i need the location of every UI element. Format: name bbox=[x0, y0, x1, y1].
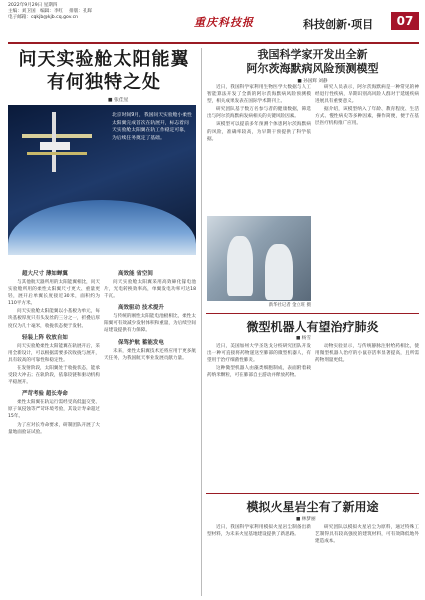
right2-headline: 微型机器人有望治疗肺炎 bbox=[246, 320, 379, 334]
left-subhead-4: 高效能 省空间 bbox=[118, 271, 153, 277]
right2-paragraph: 这种微型机器人由藻类细胞制成，表面附着载药纳米颗粒，可在肺部自主游动并释放药物。 bbox=[207, 366, 311, 379]
right1-paragraph: 研究人员表示，阿尔茨海默病是一种常见的神经退行性疾病，早期识别高风险人群对于延缓疾病进展具有重要意义。 bbox=[315, 85, 419, 105]
left-subhead-1: 超大尺寸 薄如蝉翼 bbox=[22, 271, 68, 277]
left-paragraph: 柔性太阳翼在轨运行需经受高低温交变、原子氧侵蚀等严苛环境考验，其设计寿命超过15年。 bbox=[8, 400, 100, 420]
right2-paragraph: 动物实验显示，与传统静脉注射给药相比，使用微型机器人治疗的小鼠存活率显著提高，且所需药物剂量更低。 bbox=[315, 344, 419, 364]
left-paragraph: 与传统的刚性太阳能电池板相比，柔性太阳翼可有效减少发射体积和重量，为后续空间站建设提供有力保障。 bbox=[104, 314, 196, 334]
right1-headline-line1: 我国科学家开发出全新 bbox=[257, 48, 368, 61]
header-divider bbox=[8, 42, 419, 44]
section-title: 科技创新·项目 bbox=[303, 18, 374, 31]
left-byline: ■ 张佳星 bbox=[108, 98, 129, 103]
right2-col1 bbox=[207, 343, 311, 415]
left-subhead-2: 轻装上阵 收放自如 bbox=[22, 334, 68, 341]
right3-byline: ■ 林梦丽 bbox=[296, 517, 316, 522]
lab-photo-caption: 新华社记者 金立旺 摄 bbox=[268, 303, 311, 308]
issue-date: 2022年9月29日 星期四 bbox=[8, 3, 58, 8]
right1-col2 bbox=[315, 84, 419, 306]
left-article-head bbox=[8, 48, 200, 103]
right1-byline: ■ 孙国辉 刘静 bbox=[297, 79, 328, 84]
editor-line: 主编：刘卫国 编辑：李红 排版：孔晖 bbox=[8, 9, 93, 15]
left-lede-text: 北京时间9月，我国问天实验舱小柔性太阳翼完成首次在轨展开，标志着问天实验舱太阳翼在轨工作稳定可靠，为后续任务奠定了基础。 bbox=[112, 113, 192, 141]
left-paragraph: 在发射阶段，太阳翼处于收拢状态，能承受较大冲击；在轨阶段，依靠铰链和驱动机构平稳展开。 bbox=[8, 365, 100, 386]
right3-col2 bbox=[315, 524, 419, 596]
left-subhead-6: 保驾护航 蓄能发电 bbox=[118, 339, 164, 346]
left-body-col2 bbox=[104, 266, 196, 363]
header-info bbox=[8, 3, 92, 22]
left-paragraph: 与其他航天器所用的太阳能翼相比，问天实验舱所用的柔性太阳翼尺寸更大、重量更轻，展开后单翼长度接近30米，面积约为110平方米。 bbox=[8, 280, 100, 307]
left-lede-overlay bbox=[112, 112, 192, 192]
right3-paragraph: 近日，我国科学家利用模拟火星岩尘制备出新型材料，为未来火星基地建设提供了新思路。 bbox=[207, 525, 311, 538]
right1-paragraph: 据介绍，该模型纳入了年龄、教育程度、生活方式、慢性病史等多种因素，操作简便，便于在基层医疗机构推广应用。 bbox=[315, 107, 419, 127]
right-divider-1 bbox=[206, 313, 419, 314]
left-subhead-5: 高效驱动 技术提升 bbox=[118, 305, 164, 312]
right1-headline-line2: 阿尔茨海默病风险预测模型 bbox=[246, 62, 379, 75]
right2-byline: ■ 杨雪 bbox=[296, 336, 311, 341]
page-header bbox=[0, 0, 425, 42]
right2-paragraph: 近日，美国加州大学圣迭戈分校研究团队开发出一种可直接将药物递送至肺部的微型机器人，有望用于治疗细菌性肺炎。 bbox=[207, 344, 311, 364]
column-divider bbox=[201, 48, 202, 596]
right3-headline: 模拟火星岩尘有了新用途 bbox=[246, 500, 379, 514]
right1-paragraph: 该模型可以提前多年预测个体患阿尔茨海默病的风险，准确率较高，为早期干预提供了科学依据。 bbox=[207, 122, 311, 142]
left-paragraph: 问天实验舱柔性太阳能翼在轨展开后，采用全新设计，可以根据需要多次收拢与展开，具有较高的可靠性和稳定性。 bbox=[8, 343, 100, 363]
left-body-col1 bbox=[8, 266, 100, 437]
right1-paragraph: 近日，我国科学家利用生物医学大数据与人工智能算法开发了全新的阿尔茨海默病风险预测模型，相关成果发表在国际学术期刊上。 bbox=[207, 85, 311, 105]
left-subhead-3: 严苛考验 超长寿命 bbox=[22, 391, 68, 398]
lab-photo bbox=[207, 216, 311, 301]
newspaper-masthead: 重庆科技报 bbox=[194, 16, 254, 29]
left-headline-line1: 问天实验舱太阳能翼 bbox=[18, 49, 190, 70]
left-paragraph: 未来，柔性太阳翼技术还将应用于更多航天任务，为我国航天事业发展贡献力量。 bbox=[104, 348, 196, 361]
space-station-icon bbox=[22, 112, 82, 172]
left-headline-line2: 有何独特之处 bbox=[47, 72, 161, 93]
left-paragraph: 问天实验舱太阳能翼以小基板为单元，每块基板厚度只有头发丝的三分之一，折叠后厚度仅为几十毫米，收拢状态便于发射。 bbox=[8, 309, 100, 329]
page-number-badge: 07 bbox=[391, 12, 419, 30]
editor-email: 电子邮箱：cqkjb@kjb.cq.gov.cn bbox=[8, 15, 79, 21]
right1-paragraph: 研究团队基于数万名参与者的健康数据，筛选出与阿尔茨海默病发病相关的关键风险因素。 bbox=[207, 107, 311, 120]
left-paragraph: 为了应对长寿命要求，研制团队开展了大量地面验证试验。 bbox=[8, 422, 100, 435]
right1-col1 bbox=[207, 84, 311, 214]
right3-col1 bbox=[207, 524, 311, 596]
right3-paragraph: 研究团队以模拟火星岩尘为原料，通过特殊工艺制得具有较高强度的建筑材料，可有效降低地外建造成本。 bbox=[315, 525, 419, 545]
right-article-1-head bbox=[206, 48, 419, 87]
right-divider-2 bbox=[206, 493, 419, 494]
left-paragraph: 问天实验舱太阳翼采用高效砷化镓电池片，光电转换效率高，单翼发电功率可达18千瓦。 bbox=[104, 280, 196, 300]
right2-col2 bbox=[315, 343, 419, 415]
